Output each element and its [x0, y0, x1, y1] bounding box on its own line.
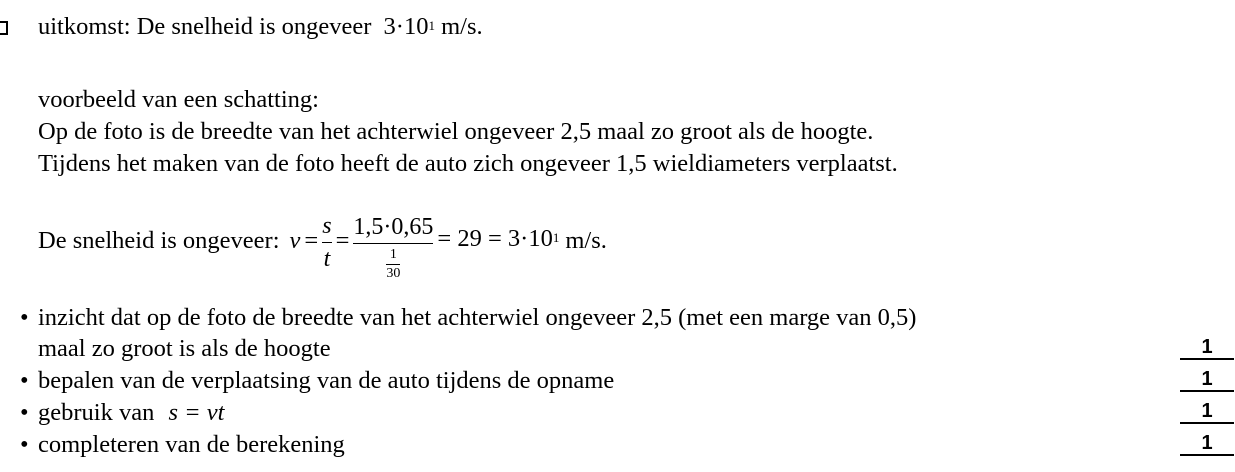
example-heading: voorbeeld van een schatting: [38, 86, 319, 113]
criterion-2-text: bepalen van de verplaatsing van de auto tijdens de opname [38, 367, 615, 394]
criterion-1-text-line-2: maal zo groot is als de hoogte [38, 335, 331, 362]
criterion-4-score: 1 [1201, 432, 1213, 454]
fraction-bar-1 [322, 242, 331, 243]
example-line-2: Tijdens het maken van de foto heeft de auto zich ongeveer 1,5 wieldiameters verplaatst. [38, 150, 898, 177]
criterion-3-score-line [1180, 422, 1234, 424]
criterion-3-bullet: • [20, 399, 29, 426]
fraction-main-numerator: 1,5·0,65 [353, 214, 434, 240]
criterion-2-bullet: • [20, 367, 29, 394]
formula-result-base: = 29 = 3·10 [437, 225, 553, 253]
criterion-3-formula: s = vt [168, 399, 225, 426]
criterion-4-bullet: • [20, 431, 29, 458]
fraction-s: s [322, 212, 332, 239]
answer-checkbox[interactable] [0, 21, 8, 35]
speed-formula [290, 200, 607, 281]
fraction-small-denominator: 30 [386, 265, 401, 281]
criterion-1-score-line [1180, 358, 1234, 360]
example-line-1: Op de foto is de breedte van het achterwiel ongeveer 2,5 maal zo groot als de hoogte. [38, 118, 874, 145]
criterion-1-text-line-1: inzicht dat op de foto de breedte van het achterwiel ongeveer 2,5 (met een marge van 0,5) [38, 304, 917, 331]
answer-value [384, 13, 435, 40]
criterion-2-score-line [1180, 390, 1234, 392]
fraction-t: t [323, 246, 331, 273]
criterion-2-score: 1 [1201, 368, 1213, 390]
fraction-bar-3 [386, 264, 400, 265]
fraction-main-denominator [353, 247, 433, 281]
answer-value-base: 3·10 [383, 13, 429, 40]
criterion-1-bullet: • [20, 304, 29, 331]
criterion-4-score-line [1180, 454, 1234, 456]
fraction-main [353, 214, 433, 281]
criterion-3-score: 1 [1201, 400, 1213, 422]
answer-value-exponent: 1 [428, 18, 435, 33]
fraction-s-over-t [322, 213, 331, 273]
fraction-bar-2 [353, 243, 433, 244]
formula-result [437, 225, 559, 256]
criterion-4-text: completeren van de berekening [38, 431, 345, 458]
answer-label: uitkomst: De snelheid is ongeveer [38, 13, 372, 40]
speed-formula-line [38, 200, 607, 281]
formula-result-exponent: 1 [552, 230, 560, 246]
speed-label: De snelheid is ongeveer: [38, 226, 280, 254]
fraction-small-numerator: 1 [389, 247, 397, 263]
answer-unit: m/s. [441, 13, 483, 40]
criterion-1-score: 1 [1201, 336, 1213, 358]
criterion-3-text: gebruik van [38, 399, 155, 426]
formula-v: v [289, 226, 301, 254]
fraction-small [386, 247, 400, 281]
formula-unit: m/s. [565, 226, 607, 254]
answer-line [38, 13, 483, 44]
formula-eq-1: = [304, 226, 319, 254]
formula-eq-2: = [335, 226, 350, 254]
criterion-3-line [38, 399, 224, 427]
